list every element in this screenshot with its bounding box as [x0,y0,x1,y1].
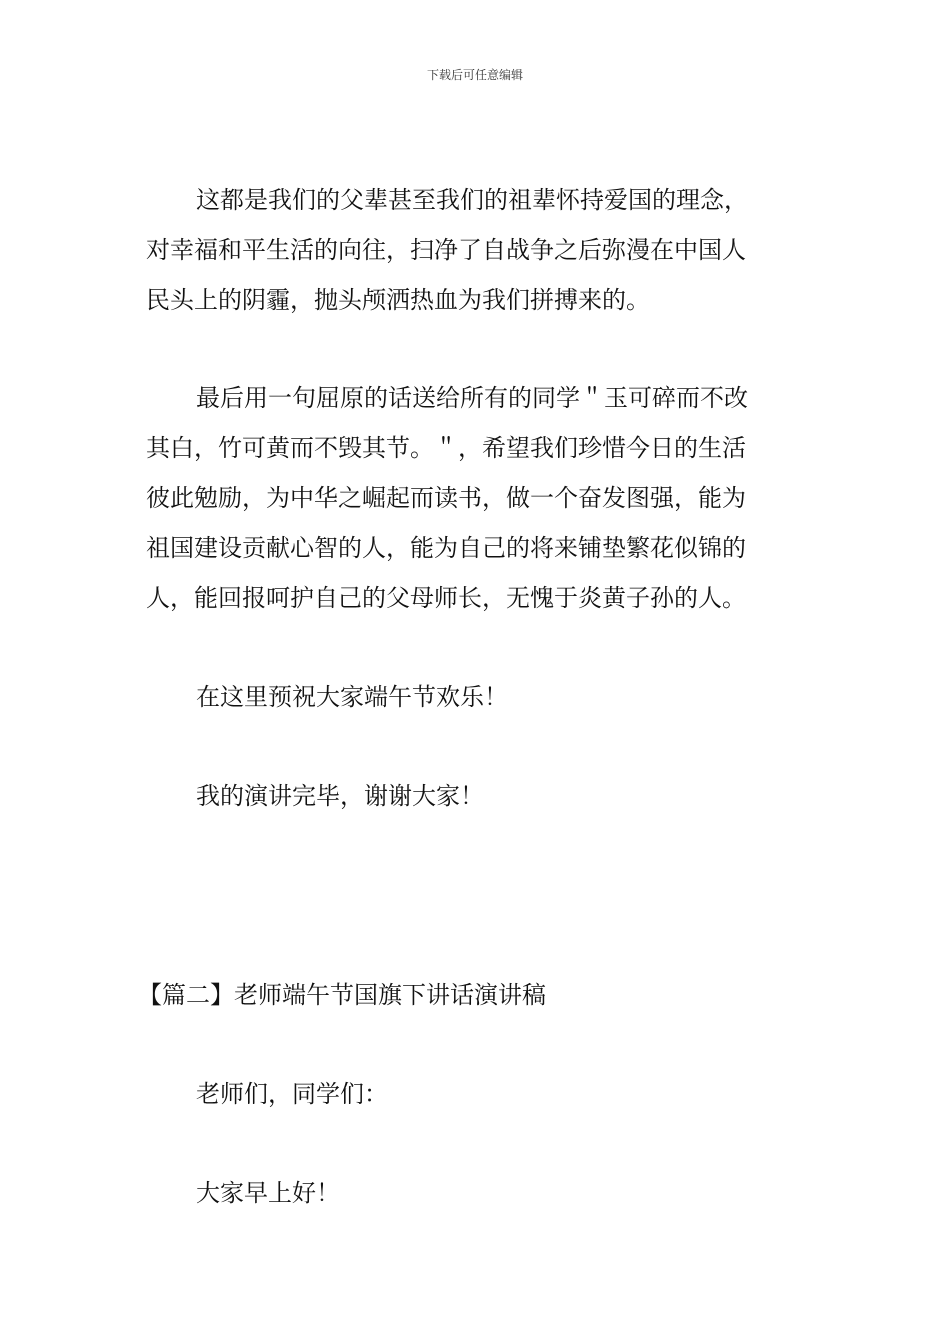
paragraph-patriotism [146,175,806,325]
section-title: 【篇二】老师端午节国旗下讲话演讲稿 [138,981,546,1009]
section-heading [138,970,798,1020]
paragraph-line: 我的演讲完毕，谢谢大家！ [196,782,484,810]
paragraph-line: 人，能回报呵护自己的父母师长，无愧于炎黄子孙的人。 [146,584,746,612]
paragraph-line: 老师们，同学们： [196,1080,388,1108]
paragraph-line: 对幸福和平生活的向往，扫净了自战争之后弥漫在中国人 [146,236,746,264]
paragraph-line: 在这里预祝大家端午节欢乐！ [196,683,508,711]
paragraph-wishes [146,672,806,722]
paragraph-quote [146,373,806,623]
paragraph-line: 彼此勉励，为中华之崛起而读书，做一个奋发图强，能为 [146,484,746,512]
paragraph-line: 大家早上好！ [196,1179,340,1207]
page-header: 下载后可任意编辑 [426,68,523,82]
paragraph-line: 祖国建设贡献心智的人，能为自己的将来铺垫繁花似锦的 [146,534,746,562]
paragraph-morning [146,1168,806,1218]
paragraph-line: 民头上的阴霾，抛头颅洒热血为我们拼搏来的。 [146,286,650,314]
paragraph-line: 其白，竹可黄而不毁其节。＂，希望我们珍惜今日的生活 [146,434,746,462]
paragraph-greeting [146,1069,806,1119]
paragraph-line: 最后用一句屈原的话送给所有的同学＂玉可碎而不改 [196,384,748,412]
paragraph-closing [146,771,806,821]
paragraph-line: 这都是我们的父辈甚至我们的祖辈怀持爱国的理念， [196,186,748,214]
